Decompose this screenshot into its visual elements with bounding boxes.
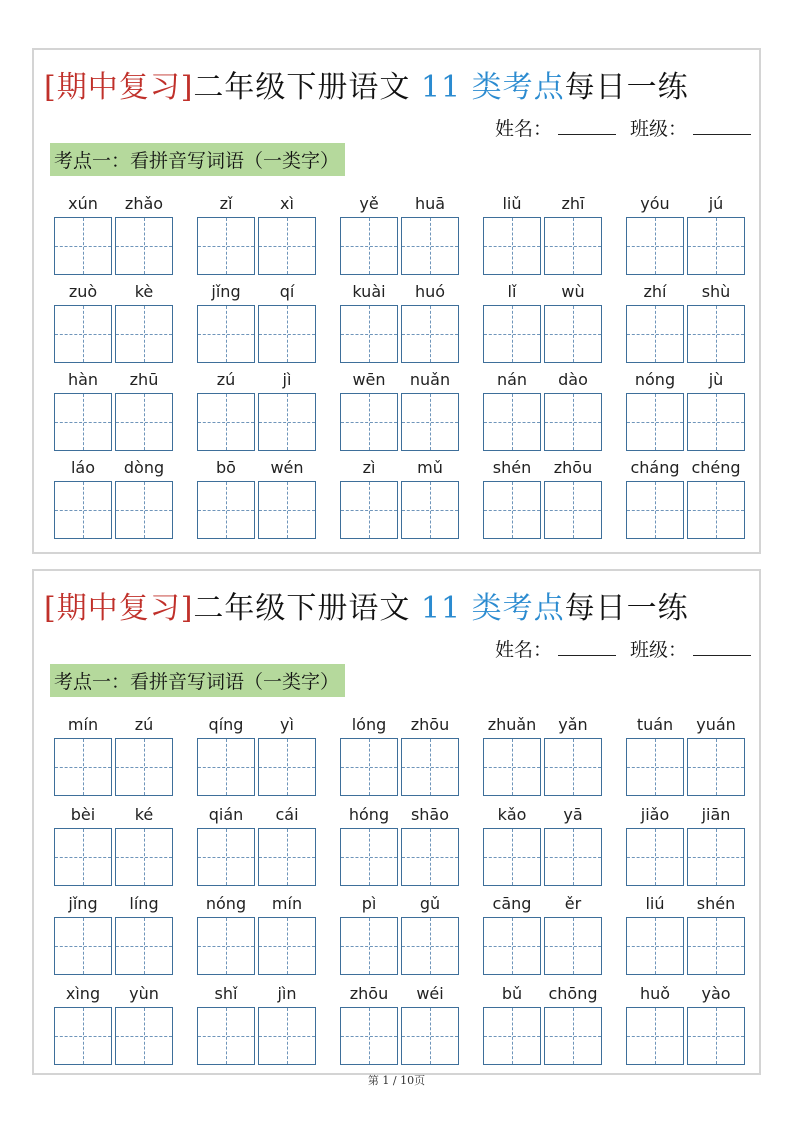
- writing-box[interactable]: [340, 217, 398, 275]
- pinyin-label: tuán: [636, 715, 674, 734]
- writing-box[interactable]: [626, 305, 684, 363]
- writing-box[interactable]: [54, 738, 112, 796]
- pinyin-label: ké: [134, 804, 154, 824]
- word-pair: [626, 715, 746, 800]
- word-pair: [626, 894, 746, 979]
- pinyin-label: zhí: [643, 282, 667, 301]
- writing-box[interactable]: [483, 738, 541, 796]
- writing-box[interactable]: [626, 481, 684, 539]
- writing-box[interactable]: [626, 738, 684, 796]
- word-pair: [340, 715, 460, 800]
- writing-box[interactable]: [258, 393, 316, 451]
- word-pair: [626, 805, 746, 890]
- pinyin-label: chōng: [548, 983, 598, 1003]
- title-number: 11: [410, 70, 472, 105]
- pinyin-label: jiān: [701, 804, 731, 824]
- pinyin-label: yuán: [696, 715, 736, 734]
- word-pair: [197, 715, 317, 800]
- word-pair: [340, 805, 460, 890]
- title-grade: 二年级下册语文: [193, 70, 411, 105]
- word-pair: [483, 282, 603, 367]
- writing-box[interactable]: [687, 917, 745, 975]
- pinyin-label: jìn: [277, 983, 297, 1003]
- worksheet-1: [32, 48, 761, 554]
- writing-box[interactable]: [626, 217, 684, 275]
- writing-box[interactable]: [115, 481, 173, 539]
- word-pair: [54, 984, 174, 1069]
- writing-box[interactable]: [197, 393, 255, 451]
- writing-box[interactable]: [197, 738, 255, 796]
- writing-box[interactable]: [115, 305, 173, 363]
- title-grade: 二年级下册语文: [193, 591, 411, 626]
- writing-box[interactable]: [544, 305, 602, 363]
- word-pair: [54, 370, 174, 455]
- name-blank[interactable]: [558, 641, 616, 656]
- writing-box[interactable]: [401, 393, 459, 451]
- writing-box[interactable]: [483, 481, 541, 539]
- section-heading: 考点一：看拼音写词语（一类字）: [50, 664, 345, 697]
- writing-box[interactable]: [54, 1007, 112, 1065]
- writing-box[interactable]: [340, 828, 398, 886]
- writing-box[interactable]: [54, 393, 112, 451]
- writing-box[interactable]: [197, 217, 255, 275]
- pinyin-label: xìng: [65, 983, 101, 1003]
- pinyin-label: zhōu: [410, 715, 450, 734]
- title-number: 11: [410, 591, 472, 626]
- word-pair: [340, 458, 460, 543]
- word-pair: [54, 282, 174, 367]
- writing-box[interactable]: [483, 1007, 541, 1065]
- pinyin-label: jǐng: [211, 282, 241, 301]
- writing-box[interactable]: [401, 828, 459, 886]
- writing-box[interactable]: [544, 738, 602, 796]
- pinyin-label: yì: [280, 715, 294, 734]
- pinyin-label: xì: [280, 194, 294, 213]
- word-pair: [54, 805, 174, 890]
- word-pair: [340, 894, 460, 979]
- worksheet-title: [44, 62, 689, 106]
- word-pair: [197, 805, 317, 890]
- writing-box[interactable]: [401, 1007, 459, 1065]
- writing-box[interactable]: [401, 217, 459, 275]
- pinyin-label: yào: [701, 983, 731, 1003]
- word-pair: [483, 984, 603, 1069]
- word-pair: [483, 715, 603, 800]
- pinyin-label: shén: [696, 894, 736, 913]
- writing-box[interactable]: [54, 828, 112, 886]
- writing-box[interactable]: [115, 917, 173, 975]
- pinyin-label: yǎn: [558, 715, 588, 734]
- pinyin-label: yóu: [640, 194, 670, 213]
- name-blank[interactable]: [558, 120, 616, 135]
- word-pair: [54, 715, 174, 800]
- writing-box[interactable]: [687, 828, 745, 886]
- writing-box[interactable]: [258, 738, 316, 796]
- title-prefix: [期中复习]: [44, 70, 194, 105]
- writing-box[interactable]: [544, 217, 602, 275]
- word-pair: [483, 194, 603, 279]
- name-class-bar: [495, 635, 751, 662]
- writing-box[interactable]: [401, 917, 459, 975]
- word-pair: [340, 194, 460, 279]
- pinyin-label: xún: [68, 194, 98, 213]
- pinyin-label: shù: [701, 282, 731, 301]
- word-pair: [626, 458, 746, 543]
- writing-box[interactable]: [483, 828, 541, 886]
- pinyin-label: liǔ: [502, 194, 522, 213]
- pinyin-label: cāng: [492, 894, 532, 913]
- word-pair: [197, 458, 317, 543]
- word-pair: [54, 458, 174, 543]
- section-heading: 考点一：看拼音写词语（一类字）: [50, 143, 345, 176]
- writing-box[interactable]: [401, 481, 459, 539]
- pinyin-label: jì: [282, 370, 292, 389]
- pinyin-label: nóng: [205, 894, 247, 913]
- pinyin-label: bèi: [70, 804, 96, 824]
- writing-box[interactable]: [197, 481, 255, 539]
- pinyin-label: zú: [216, 370, 236, 389]
- class-blank[interactable]: [693, 641, 751, 656]
- word-pair: [483, 894, 603, 979]
- writing-box[interactable]: [340, 917, 398, 975]
- pinyin-label: wēn: [352, 370, 386, 389]
- pinyin-label: zǐ: [219, 194, 233, 213]
- pinyin-label: mín: [67, 715, 99, 734]
- writing-box[interactable]: [340, 393, 398, 451]
- pinyin-label: kuài: [352, 282, 386, 301]
- word-pair: [197, 370, 317, 455]
- writing-box[interactable]: [544, 393, 602, 451]
- word-pair: [626, 194, 746, 279]
- name-class-bar: [495, 114, 751, 141]
- pinyin-label: qíng: [208, 715, 244, 734]
- pinyin-label: bǔ: [501, 983, 523, 1003]
- class-label: 班级：: [629, 639, 687, 661]
- title-suffix: 每日一练: [564, 70, 689, 105]
- writing-box[interactable]: [54, 481, 112, 539]
- title-prefix: [期中复习]: [44, 591, 194, 626]
- pinyin-label: shāo: [410, 804, 450, 824]
- pinyin-label: zhōu: [553, 458, 593, 477]
- pinyin-label: hóng: [348, 804, 390, 824]
- writing-box[interactable]: [197, 305, 255, 363]
- pinyin-label: mǔ: [417, 458, 443, 477]
- pinyin-label: gǔ: [419, 894, 441, 913]
- pinyin-label: jǐng: [68, 894, 98, 913]
- word-pair: [197, 194, 317, 279]
- writing-box[interactable]: [626, 828, 684, 886]
- writing-box[interactable]: [401, 738, 459, 796]
- writing-box[interactable]: [401, 305, 459, 363]
- writing-box[interactable]: [340, 738, 398, 796]
- pinyin-label: kǎo: [497, 804, 527, 824]
- word-pair: [54, 894, 174, 979]
- word-pair: [483, 370, 603, 455]
- word-pair: [483, 805, 603, 890]
- pinyin-label: zhī: [561, 194, 585, 213]
- title-topic: 类考点: [471, 591, 565, 626]
- pinyin-label: zhǎo: [124, 194, 164, 213]
- writing-box[interactable]: [687, 305, 745, 363]
- pinyin-label: shǐ: [214, 983, 238, 1003]
- pinyin-label: wù: [561, 282, 585, 301]
- pinyin-label: dào: [558, 370, 588, 389]
- pinyin-label: hàn: [67, 370, 99, 389]
- pinyin-label: bō: [216, 458, 236, 477]
- pinyin-label: huā: [414, 194, 446, 213]
- pinyin-label: nán: [496, 370, 528, 389]
- writing-box[interactable]: [544, 481, 602, 539]
- writing-box[interactable]: [197, 917, 255, 975]
- writing-box[interactable]: [687, 217, 745, 275]
- writing-box[interactable]: [544, 1007, 602, 1065]
- writing-box[interactable]: [483, 217, 541, 275]
- pinyin-label: mín: [271, 894, 303, 913]
- writing-box[interactable]: [626, 393, 684, 451]
- pinyin-label: liú: [645, 894, 665, 913]
- writing-box[interactable]: [115, 738, 173, 796]
- pinyin-label: yùn: [129, 983, 159, 1003]
- writing-box[interactable]: [544, 917, 602, 975]
- word-pair: [626, 282, 746, 367]
- writing-box[interactable]: [197, 1007, 255, 1065]
- writing-box[interactable]: [483, 393, 541, 451]
- pinyin-label: cháng: [630, 458, 680, 477]
- writing-box[interactable]: [115, 1007, 173, 1065]
- pinyin-label: shén: [492, 458, 532, 477]
- writing-box[interactable]: [197, 828, 255, 886]
- pinyin-label: láo: [70, 458, 96, 477]
- writing-box[interactable]: [340, 305, 398, 363]
- word-pair: [54, 194, 174, 279]
- pinyin-label: lóng: [351, 715, 387, 734]
- word-pair: [626, 370, 746, 455]
- pinyin-label: zú: [134, 715, 154, 734]
- writing-box[interactable]: [687, 1007, 745, 1065]
- writing-box[interactable]: [54, 305, 112, 363]
- pinyin-label: chéng: [691, 458, 741, 477]
- writing-box[interactable]: [258, 217, 316, 275]
- writing-box[interactable]: [340, 1007, 398, 1065]
- pinyin-label: zì: [362, 458, 376, 477]
- pinyin-label: zuò: [68, 282, 98, 301]
- writing-box[interactable]: [687, 393, 745, 451]
- pinyin-label: huó: [414, 282, 446, 301]
- writing-box[interactable]: [626, 917, 684, 975]
- pinyin-label: qián: [208, 804, 244, 824]
- worksheet-title: [44, 583, 689, 627]
- pinyin-label: zhuǎn: [487, 715, 537, 734]
- pinyin-label: zhōu: [349, 983, 389, 1003]
- name-label: 姓名：: [494, 118, 552, 140]
- pinyin-label: kè: [134, 282, 154, 301]
- word-pair: [197, 984, 317, 1069]
- word-pair: [340, 282, 460, 367]
- pinyin-label: pì: [361, 894, 377, 913]
- pinyin-label: wén: [270, 458, 304, 477]
- name-label: 姓名：: [494, 639, 552, 661]
- pinyin-label: nóng: [634, 370, 676, 389]
- writing-box[interactable]: [258, 917, 316, 975]
- pinyin-label: jiǎo: [640, 804, 670, 824]
- writing-box[interactable]: [483, 305, 541, 363]
- pinyin-label: zhū: [129, 370, 159, 389]
- word-pair: [197, 894, 317, 979]
- pinyin-label: qí: [279, 282, 295, 301]
- pinyin-label: líng: [129, 894, 159, 913]
- writing-box[interactable]: [258, 481, 316, 539]
- writing-box[interactable]: [54, 917, 112, 975]
- word-pair: [340, 984, 460, 1069]
- writing-box[interactable]: [258, 305, 316, 363]
- pinyin-label: jú: [708, 194, 724, 213]
- class-label: 班级：: [629, 118, 687, 140]
- pinyin-label: wéi: [416, 983, 444, 1003]
- writing-box[interactable]: [115, 828, 173, 886]
- pinyin-label: lǐ: [507, 282, 517, 301]
- title-suffix: 每日一练: [564, 591, 689, 626]
- word-pair: [197, 282, 317, 367]
- word-pair: [340, 370, 460, 455]
- writing-box[interactable]: [115, 217, 173, 275]
- pinyin-label: jù: [708, 370, 724, 389]
- pinyin-label: huǒ: [639, 983, 671, 1003]
- pinyin-label: ěr: [564, 894, 582, 913]
- writing-box[interactable]: [687, 738, 745, 796]
- writing-box[interactable]: [687, 481, 745, 539]
- title-topic: 类考点: [471, 70, 565, 105]
- writing-box[interactable]: [626, 1007, 684, 1065]
- pinyin-label: dòng: [123, 458, 165, 477]
- word-pair: [626, 984, 746, 1069]
- writing-box[interactable]: [340, 481, 398, 539]
- page-number: 第 1 / 10页: [367, 1074, 426, 1087]
- writing-box[interactable]: [115, 393, 173, 451]
- class-blank[interactable]: [693, 120, 751, 135]
- pinyin-label: cái: [275, 804, 299, 824]
- writing-box[interactable]: [483, 917, 541, 975]
- writing-box[interactable]: [258, 828, 316, 886]
- word-pair: [483, 458, 603, 543]
- writing-box[interactable]: [544, 828, 602, 886]
- worksheet-2: [32, 569, 761, 1075]
- writing-box[interactable]: [258, 1007, 316, 1065]
- writing-box[interactable]: [54, 217, 112, 275]
- pinyin-label: yā: [563, 804, 583, 824]
- pinyin-label: yě: [359, 194, 379, 213]
- pinyin-label: nuǎn: [409, 370, 451, 389]
